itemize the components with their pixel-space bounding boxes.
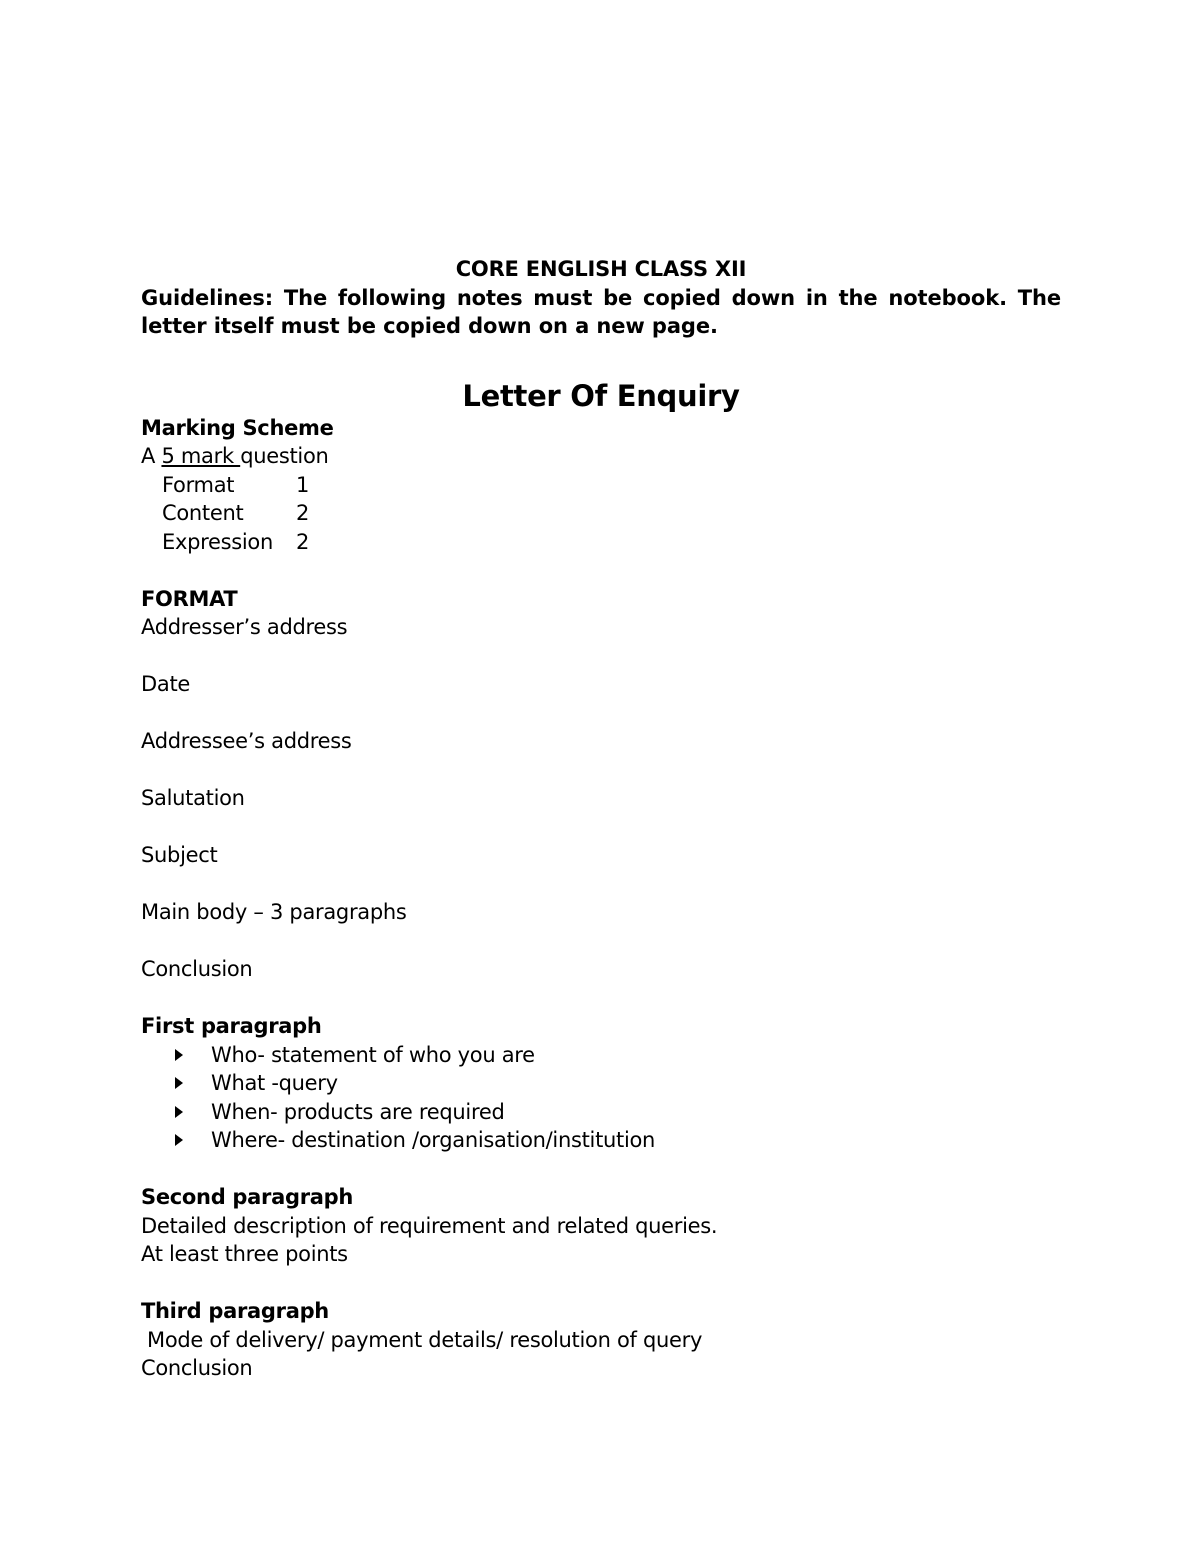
format-item: Conclusion (141, 957, 253, 981)
bullet-text: Where- destination /organisation/institution (211, 1128, 656, 1152)
bullet-text: When- products are required (211, 1099, 505, 1124)
list-item (175, 1098, 1061, 1127)
document-page (141, 255, 1061, 1383)
mark-row-format (141, 471, 1061, 500)
triangle-bullet-icon (175, 1106, 183, 1118)
list-item (175, 1126, 1061, 1155)
first-paragraph-section (141, 1012, 1061, 1155)
first-paragraph-bullets (141, 1041, 1061, 1155)
mark-value: 2 (296, 529, 310, 554)
spacer (141, 1269, 1061, 1298)
mark-label: Content (162, 501, 244, 525)
marking-scheme-intro (141, 442, 1061, 471)
first-paragraph-heading: First paragraph (141, 1014, 322, 1038)
second-paragraph-section (141, 1183, 1061, 1269)
triangle-bullet-icon (175, 1049, 183, 1061)
format-item: Date (141, 672, 190, 696)
bullet-text: What -query (211, 1071, 338, 1095)
marking-scheme-heading: Marking Scheme (141, 415, 334, 440)
intro-underlined: 5 mark (161, 444, 241, 468)
guidelines-text: The following notes must be copied down in the notebook. The letter itself must be copied down on a new page. (141, 285, 1061, 338)
format-heading: FORMAT (141, 586, 238, 611)
guidelines (141, 284, 1061, 341)
mark-value: 1 (296, 472, 310, 497)
third-paragraph-heading: Third paragraph (141, 1299, 329, 1323)
third-paragraph-line: Mode of delivery/ payment details/ resolution of query (147, 1327, 703, 1352)
list-item (175, 1069, 1061, 1098)
third-paragraph-section (141, 1297, 1061, 1383)
spacer (141, 984, 1061, 1013)
intro-suffix: question (240, 444, 329, 468)
third-paragraph-line: Conclusion (141, 1356, 253, 1380)
format-item: Main body – 3 paragraphs (141, 900, 407, 924)
mark-row-content (141, 499, 1061, 528)
spacer (141, 1155, 1061, 1184)
second-paragraph-line: At least three points (141, 1242, 348, 1266)
format-item: Addressee’s address (141, 729, 352, 753)
format-section (141, 585, 1061, 984)
second-paragraph-heading: Second paragraph (141, 1185, 354, 1209)
mark-label: Expression (162, 529, 273, 554)
format-item: Subject (141, 843, 218, 867)
triangle-bullet-icon (175, 1077, 183, 1089)
spacer (141, 556, 1061, 585)
class-title: CORE ENGLISH CLASS XII (455, 257, 747, 281)
second-paragraph-line: Detailed description of requirement and related queries. (141, 1213, 718, 1238)
mark-row-expression (141, 528, 1061, 557)
mark-value: 2 (296, 501, 310, 525)
format-item: Addresser’s address (141, 615, 348, 639)
list-item (175, 1041, 1061, 1070)
guidelines-label: Guidelines: (141, 285, 274, 310)
letter-title: Letter Of Enquiry (462, 378, 740, 413)
bullet-text: Who- statement of who you are (211, 1042, 535, 1067)
triangle-bullet-icon (175, 1134, 183, 1146)
intro-prefix: A (141, 444, 162, 468)
format-item: Salutation (141, 786, 245, 810)
marking-scheme-section (141, 414, 1061, 557)
mark-label: Format (162, 472, 235, 497)
